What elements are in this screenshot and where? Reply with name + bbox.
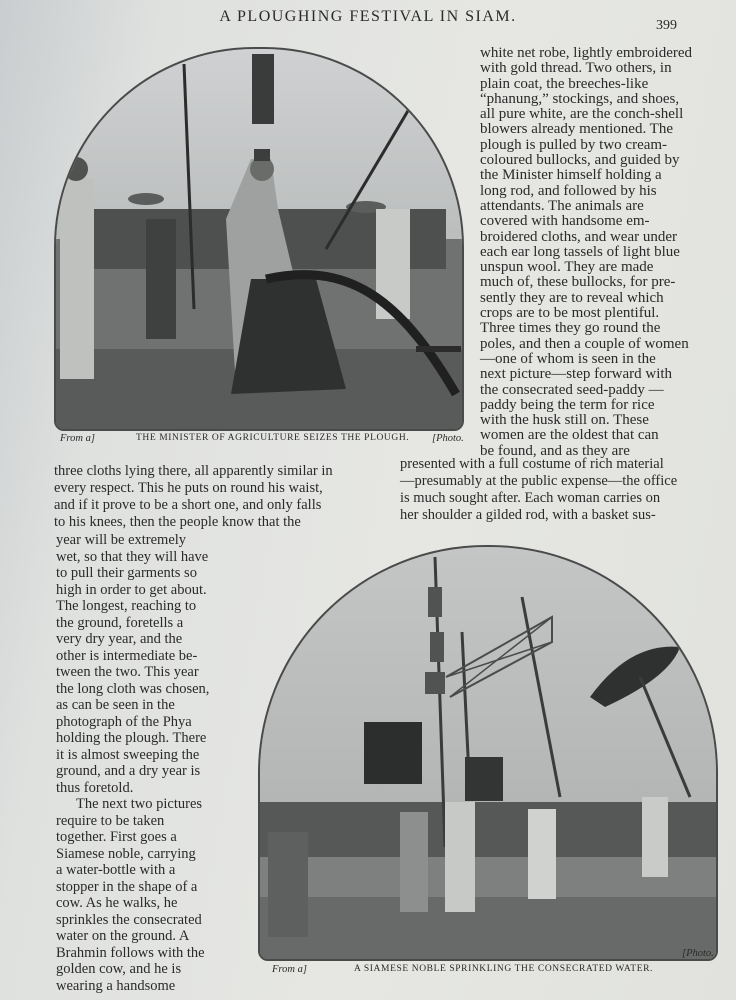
text-line: attendants. The animals are [480, 197, 644, 214]
text-line: stopper in the shape of a [56, 878, 198, 895]
text-line: to his knees, then the people know that the [54, 514, 301, 530]
text-line: photograph of the Phya [56, 713, 192, 730]
text-line: Brahmin follows with the [56, 944, 205, 961]
text-line: other is intermediate be- [56, 647, 198, 664]
text-line: cow. As he walks, he [56, 895, 178, 911]
text-line: broidered cloths, and wear under [480, 228, 678, 245]
text-line: the consecrated seed-paddy — [480, 381, 664, 398]
text-line: together. First goes a [56, 829, 177, 845]
text-line: tween the two. This year [56, 664, 199, 680]
figure1-caption: THE MINISTER OF AGRICULTURE SEIZES THE PLOUGH. [136, 433, 410, 443]
right-column-mid [400, 456, 710, 524]
text-line: be found, and as they are [480, 442, 630, 459]
text-line: water on the ground. A [56, 928, 190, 944]
text-line: presented with a full costume of rich material [400, 456, 664, 472]
text-line: sprinkles the consecrated [56, 911, 202, 928]
text-line: women are the oldest that can [480, 427, 659, 444]
text-line: with gold thread. Two others, in [480, 60, 672, 77]
text-line: the ground, foretells a [56, 614, 184, 631]
text-line: Siamese noble, carrying [56, 845, 196, 862]
figure2-caption: A SIAMESE NOBLE SPRINKLING THE CONSECRATED WATER. [354, 964, 654, 974]
text-line: blowers already mentioned. The [480, 121, 673, 138]
text-line: poles, and then a couple of women [480, 335, 689, 352]
left-column-mid [54, 463, 374, 531]
text-line: long rod, and followed by his [480, 182, 657, 199]
text-line: and if it prove to be a short one, and only falls [54, 497, 322, 513]
text-line: all pure white, are the conch-shell [480, 106, 684, 123]
text-line: paddy being the term for rice [480, 396, 655, 413]
text-line: three cloths lying there, all apparently similar in [54, 463, 333, 479]
photo-minister-plough-image [56, 49, 462, 429]
text-line: unspun wool. They are made [480, 259, 654, 276]
text-line: to pull their garments so [56, 565, 197, 581]
text-line: every respect. This he puts on round his waist, [54, 480, 323, 496]
text-line: a water-bottle with a [56, 862, 176, 878]
text-line: coloured bullocks, and guided by [480, 152, 680, 169]
photo-minister-plough [54, 47, 464, 431]
text-line: the long cloth was chosen, [56, 680, 210, 697]
text-line: next picture—step forward with [480, 366, 673, 383]
text-line: ground, and a dry year is [56, 763, 201, 779]
text-line: it is almost sweeping the [56, 746, 200, 763]
text-line: covered with handsome em- [480, 213, 650, 230]
text-line: with the husk still on. These [480, 412, 649, 429]
text-line: plain coat, the breeches-like [480, 75, 649, 92]
left-column-bottom [56, 532, 238, 994]
text-line: each ear long tassels of light blue [480, 243, 680, 260]
figure2-caption-row [272, 948, 714, 975]
text-line: wet, so that they will have [56, 548, 209, 565]
running-head-title: A PLOUGHING FESTIVAL IN SIAM. [219, 8, 517, 25]
text-line: The next two pictures [76, 796, 203, 812]
text-line: thus foretold. [56, 779, 134, 796]
text-line: Three times they go round the [480, 320, 661, 337]
text-line: the Minister himself holding a [480, 167, 662, 184]
text-line: plough is pulled by two cream- [480, 136, 668, 153]
text-line: much of, these bullocks, for pre- [480, 274, 676, 291]
text-line: require to be taken [56, 812, 165, 829]
text-line: her shoulder a gilded rod, with a basket sus- [400, 507, 656, 523]
photo-noble-sprinkling [258, 545, 718, 961]
text-line: sently they are to reveal which [480, 289, 664, 306]
figure2-credit-right: [Photo. [682, 948, 714, 959]
page-number: 399 [656, 18, 677, 33]
text-line: year will be extremely [56, 532, 187, 548]
text-line: crops are to be most plentiful. [480, 305, 660, 322]
text-line: very dry year, and the [56, 631, 183, 647]
text-line: golden cow, and he is [56, 961, 182, 977]
text-line: The longest, reaching to [56, 598, 197, 614]
text-line: “phanung,” stockings, and shoes, [480, 90, 680, 107]
text-line: high in order to get about. [56, 581, 207, 598]
figure1-caption-row [60, 433, 470, 444]
text-line: —one of whom is seen in the [480, 350, 656, 367]
text-line: wearing a handsome [56, 977, 176, 994]
text-line: —presumably at the public expense—the office [400, 473, 678, 489]
figure1-credit-left: From a] [60, 433, 95, 444]
text-line: holding the plough. There [56, 730, 207, 746]
text-line: white net robe, lightly embroidered [480, 45, 693, 61]
photo-noble-sprinkling-image [260, 547, 716, 959]
right-column-top [480, 46, 695, 459]
text-line: as can be seen in the [56, 697, 175, 713]
text-line: is much sought after. Each woman carries on [400, 490, 661, 506]
figure1-credit-right: [Photo. [432, 433, 464, 444]
figure2-credit-left: From a] [272, 964, 307, 975]
